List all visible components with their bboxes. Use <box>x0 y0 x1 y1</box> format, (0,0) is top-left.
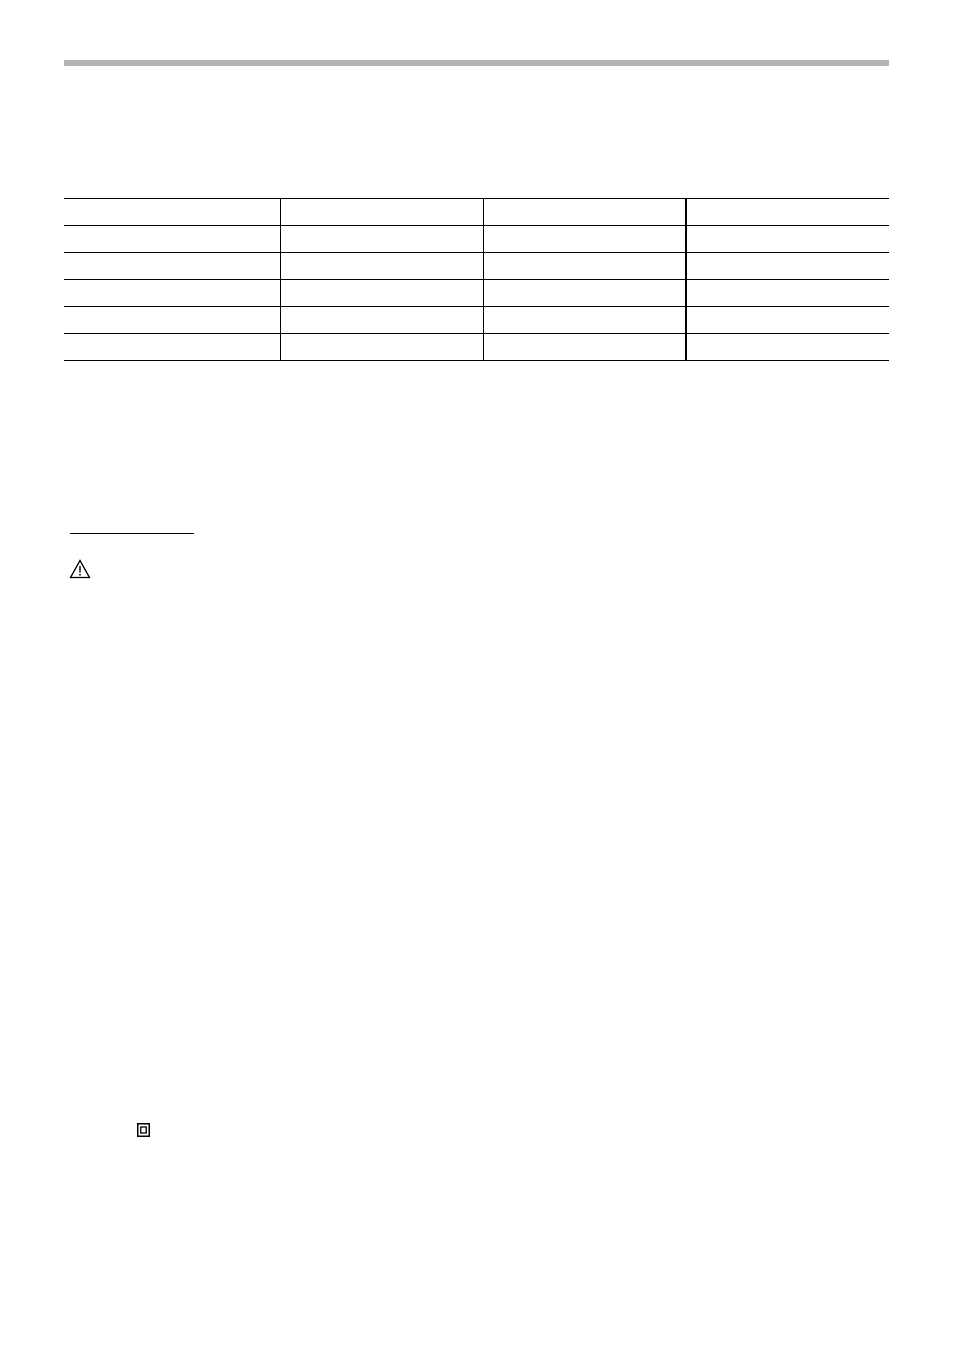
table-row <box>64 307 889 334</box>
table-cell <box>483 280 686 307</box>
table-row <box>64 199 889 226</box>
table-cell <box>64 199 280 226</box>
table-cell <box>483 307 686 334</box>
table-cell <box>483 253 686 280</box>
warning-triangle-icon <box>69 559 91 579</box>
table-cell <box>686 307 889 334</box>
table-cell <box>64 253 280 280</box>
table-cell <box>64 280 280 307</box>
table-cell <box>64 226 280 253</box>
table-cell <box>686 280 889 307</box>
table-cell <box>64 334 280 361</box>
double-insulation-icon <box>137 1123 150 1137</box>
header-rule <box>64 60 889 66</box>
table-cell <box>280 334 483 361</box>
table-row <box>64 280 889 307</box>
table-cell <box>686 226 889 253</box>
table-row <box>64 253 889 280</box>
table-cell <box>686 253 889 280</box>
specification-table <box>64 198 889 361</box>
table-row <box>64 226 889 253</box>
table-cell <box>64 307 280 334</box>
table-cell <box>280 280 483 307</box>
table-cell <box>280 199 483 226</box>
table-row <box>64 334 889 361</box>
section-heading-underline <box>70 533 194 534</box>
table-cell <box>483 226 686 253</box>
table-cell <box>280 307 483 334</box>
table-cell <box>686 334 889 361</box>
table-cell <box>280 253 483 280</box>
table-cell <box>483 334 686 361</box>
table-cell <box>280 226 483 253</box>
table-cell <box>686 199 889 226</box>
table-cell <box>483 199 686 226</box>
